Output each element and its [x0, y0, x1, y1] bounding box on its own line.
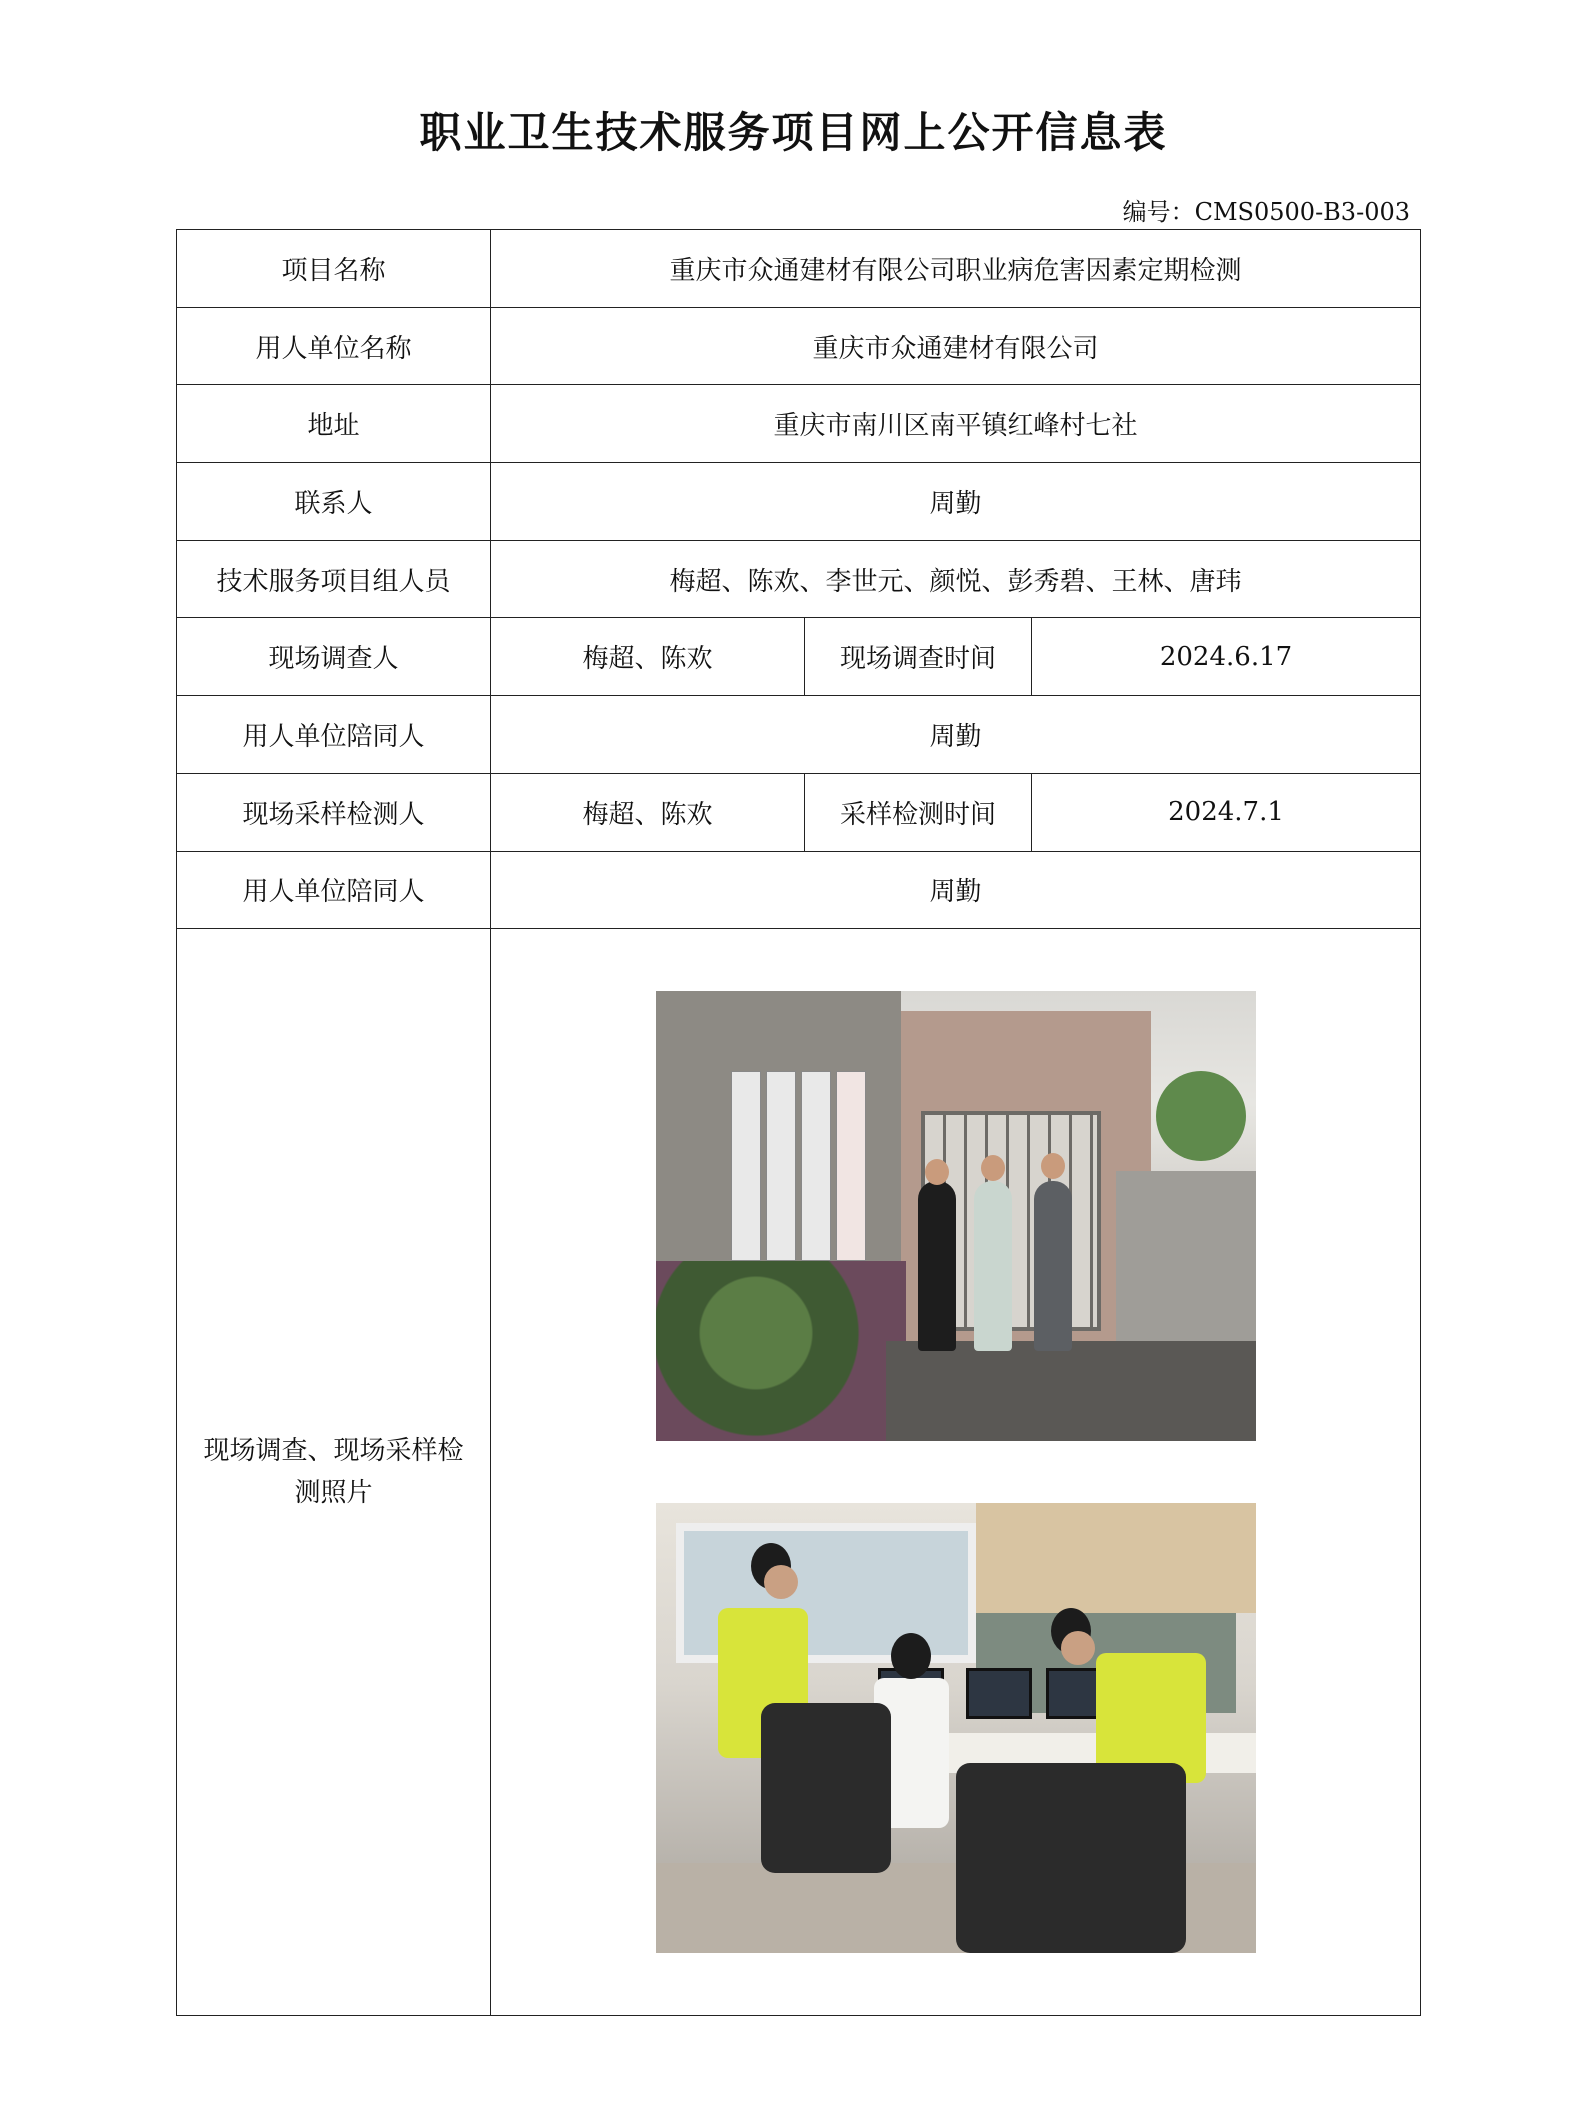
- document-number: 编号：CMS0500-B3-003: [1122, 198, 1410, 226]
- label-employer-name: 用人单位名称: [177, 307, 491, 385]
- value-project-name: 重庆市众通建材有限公司职业病危害因素定期检测: [491, 230, 1421, 308]
- value-sampling-escort: 周勤: [491, 851, 1421, 929]
- value-address: 重庆市南川区南平镇红峰村七社: [491, 385, 1421, 463]
- value-survey-person: 梅超、陈欢: [491, 618, 805, 696]
- row-sampling-escort: [177, 851, 1421, 929]
- label-team-members: 技术服务项目组人员: [177, 540, 491, 618]
- row-sampling: [177, 773, 1421, 851]
- label-sampling-time: 采样检测时间: [805, 773, 1032, 851]
- value-sampling-person: 梅超、陈欢: [491, 773, 805, 851]
- photos-cell: [491, 929, 1421, 2016]
- label-address: 地址: [177, 385, 491, 463]
- label-photos: 现场调查、现场采样检测照片: [177, 929, 491, 2016]
- row-survey-escort: [177, 696, 1421, 774]
- value-sampling-time: 2024.7.1: [1032, 773, 1421, 851]
- row-photos: [177, 929, 1421, 2016]
- row-team-members: [177, 540, 1421, 618]
- page-title: 职业卫生技术服务项目网上公开信息表: [419, 108, 1168, 157]
- label-survey-time: 现场调查时间: [805, 618, 1032, 696]
- row-address: [177, 385, 1421, 463]
- site-sampling-photo: [656, 1503, 1256, 1953]
- label-project-name: 项目名称: [177, 230, 491, 308]
- row-employer-name: [177, 307, 1421, 385]
- row-survey: [177, 618, 1421, 696]
- value-employer-name: 重庆市众通建材有限公司: [491, 307, 1421, 385]
- label-survey-escort: 用人单位陪同人: [177, 696, 491, 774]
- value-contact: 周勤: [491, 463, 1421, 541]
- row-project-name: [177, 230, 1421, 308]
- value-team-members: 梅超、陈欢、李世元、颜悦、彭秀碧、王林、唐玮: [491, 540, 1421, 618]
- site-survey-photo: [656, 991, 1256, 1441]
- info-table: [176, 229, 1421, 2016]
- label-survey-person: 现场调查人: [177, 618, 491, 696]
- label-sampling-person: 现场采样检测人: [177, 773, 491, 851]
- label-sampling-escort: 用人单位陪同人: [177, 851, 491, 929]
- value-survey-time: 2024.6.17: [1032, 618, 1421, 696]
- row-contact: [177, 463, 1421, 541]
- label-contact: 联系人: [177, 463, 491, 541]
- value-survey-escort: 周勤: [491, 696, 1421, 774]
